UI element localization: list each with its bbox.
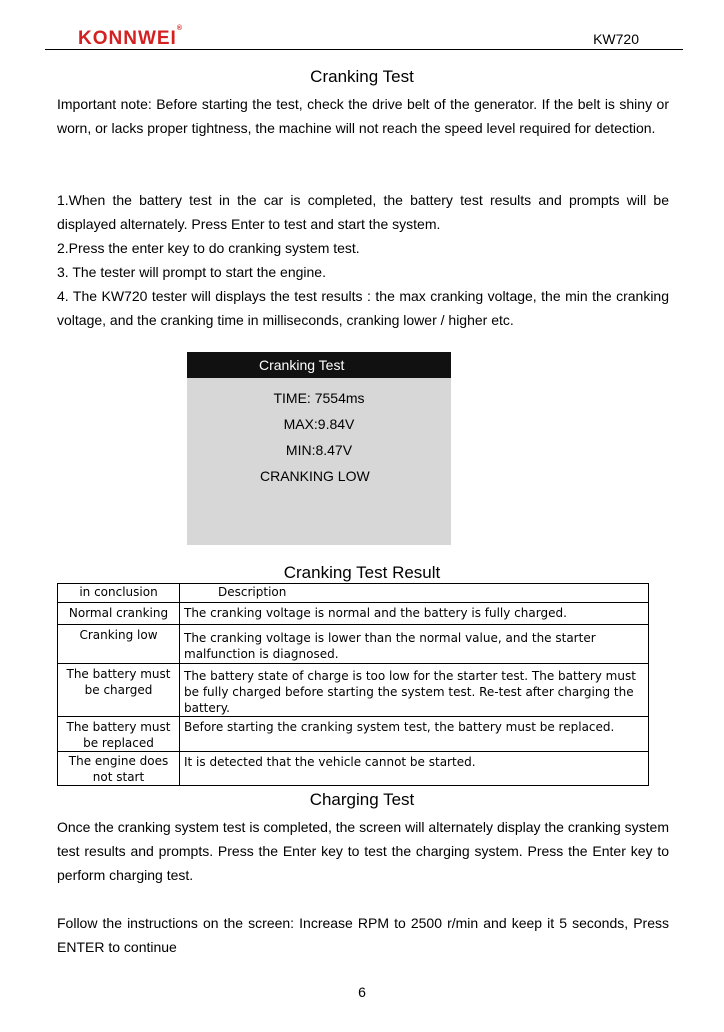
- header-conclusion: in conclusion: [58, 584, 180, 603]
- table-row: [58, 752, 649, 786]
- section-title-cranking: Cranking Test: [310, 67, 414, 86]
- step-2: 2.Press the enter key to do cranking system test.: [57, 240, 360, 256]
- charging-paragraph-2: Follow the instructions on the screen: Increase RPM to 2500 r/min and keep it 5 seconds, Press ENTER to continue: [57, 915, 669, 955]
- screen-min: MIN:8.47V: [285, 442, 353, 458]
- description-cell: The battery state of charge is too low for the starter test. The battery must be fully charged before starting the system test. Re-test after charging the battery.: [180, 664, 649, 717]
- table-header-row: [58, 584, 649, 603]
- description-cell: It is detected that the vehicle cannot be started.: [180, 752, 649, 786]
- page-number: 6: [358, 984, 366, 1000]
- table-row: [58, 664, 649, 717]
- table-row: [58, 603, 649, 625]
- conclusion-cell: The battery must be charged: [58, 664, 180, 717]
- charging-paragraph-1: Once the cranking system test is completed, the screen will alternately display the cranking system test results and prompts. Press the Enter key to test the charging system. Press the Enter key to perform charging test.: [57, 819, 669, 883]
- model-name: KW720: [593, 31, 639, 47]
- description-cell: The cranking voltage is lower than the normal value, and the starter malfunction is diagnosed.: [180, 625, 649, 664]
- conclusion-cell: The engine does not start: [58, 752, 180, 786]
- table-row: [58, 717, 649, 752]
- screen-time: TIME: 7554ms: [273, 390, 365, 406]
- screen-status: CRANKING LOW: [260, 468, 370, 484]
- header-description: Description: [180, 584, 649, 603]
- screen-title: Cranking Test: [187, 352, 451, 378]
- result-table: [57, 583, 649, 786]
- description-cell: Before starting the cranking system test, the battery must be replaced.: [180, 717, 649, 752]
- conclusion-cell: Normal cranking: [58, 603, 180, 625]
- step-3: 3. The tester will prompt to start the engine.: [57, 264, 326, 280]
- header-rule: [45, 49, 683, 50]
- step-1: 1.When the battery test in the car is completed, the battery test results and prompts will be displayed alternately. Press Enter to test and start the system.: [57, 192, 669, 232]
- step-4: 4. The KW720 tester will displays the test results : the max cranking voltage, the min the cranking voltage, and the cranking time in milliseconds, cranking lower / higher etc.: [57, 288, 669, 328]
- description-cell: The cranking voltage is normal and the battery is fully charged.: [180, 603, 649, 625]
- conclusion-cell: Cranking low: [58, 625, 180, 664]
- conclusion-cell: The battery must be replaced: [58, 717, 180, 752]
- brand-logo: KONNWEI®: [78, 25, 183, 49]
- section-title-charging: Charging Test: [309, 790, 415, 809]
- table-row: [58, 625, 649, 664]
- screen-max: MAX:9.84V: [283, 416, 355, 432]
- section-title-result: Cranking Test Result: [283, 563, 441, 582]
- important-note: Important note: Before starting the test, check the drive belt of the generator. If the belt is shiny or worn, or lacks proper tightness, the machine will not reach the speed level required for detection.: [57, 96, 669, 136]
- device-screen: [187, 352, 451, 545]
